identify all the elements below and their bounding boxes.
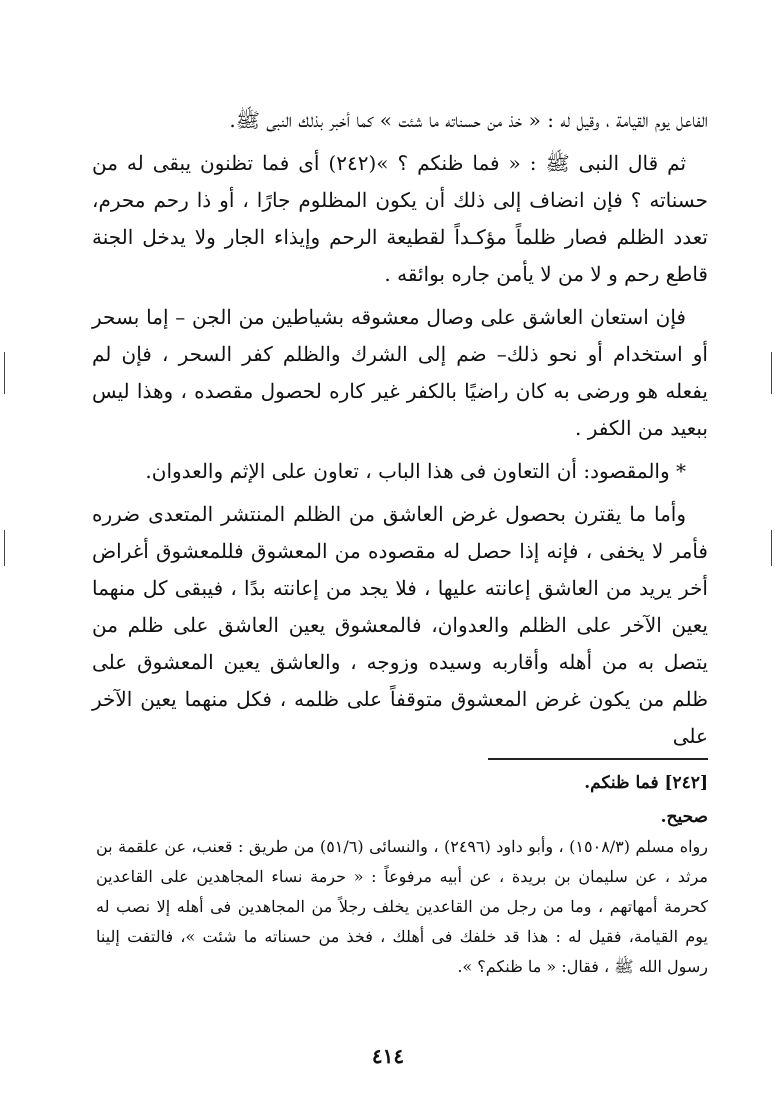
footnote-text: رواه مسلم (١٥٠٨/٣) ، وأبو داود (٢٤٩٦) ، والنسائى (٥١/٦) من طريق : قعنب، عن علقمة بن مرثد ، عن سليمان بن بريدة ، عن أبيه مرفوعاً : « حرمة نساء المجاهدين على القاعدين كحرمة أمهاتهم ، وما من رجل من القاعدين يخلف رجلاً من المجاهدين فى أهله إلا نصب له يوم القيامة، فقيل له : هذا قد خلفك فى أهلك ، فخذ من حسناته ما شئت »، فالتفت إلينا رسول الله ﷺ ، فقال: « ما ظنكم؟ ».	[96, 837, 709, 976]
paragraph-text: الفاعل يوم القيامة ، وقيل له : « خذ من حسناته ما شئت » كما أخبر بذلك النبى ﷺ.	[229, 108, 708, 132]
margin-line	[771, 530, 772, 566]
paragraph-5	[92, 496, 708, 755]
paragraph-2	[92, 145, 708, 293]
main-text-block	[92, 102, 708, 761]
footnote-separator	[488, 758, 708, 760]
paragraph-text: فإن استعان العاشق على وصال معشوقه بشياطين من الجن – إما بسحر أو استخدام أو نحو ذلك– ضم إلى الشرك والظلم كفر السحر ، فإن لم يفعله هو ورضى به كان راضيًا بالكفر غير كاره لحصول مقصده ، وهذا ليس ببعيد من الكفر .	[92, 305, 708, 440]
page-number: ٤١٤	[371, 1044, 405, 1068]
footnotes-section	[96, 768, 708, 982]
margin-line	[771, 352, 772, 394]
paragraph-3	[92, 299, 708, 447]
margin-line	[4, 530, 5, 566]
paragraph-1	[92, 102, 708, 139]
margin-line	[4, 352, 5, 394]
footnote-heading: [٢٤٢] فما ظنكم.	[584, 773, 708, 793]
footnote-grade: صحيح.	[660, 807, 708, 827]
paragraph-text: * والمقصود: أن التعاون فى هذا الباب ، تعاون على الإثم والعدوان.	[145, 459, 686, 483]
paragraph-text: ثم قال النبى ﷺ : « فما ظنكم ؟ »(٢٤٢) أى فما تظنون يبقى له من حسناته ؟ فإن انضاف إلى ذلك أن يكون المظلوم جارًا ، أو ذا رحم محرم، تعدد الظلم فصار ظلماً مؤكـداً لقطيعة الرحم وإيذاء الجار ولا يدخل الجنة قاطع رحم و لا من لا يأمن جاره بوائقه .	[92, 151, 708, 286]
paragraph-4-conclusion	[92, 453, 708, 490]
paragraph-text: وأما ما يقترن بحصول غرض العاشق من الظلم المنتشر المتعدى ضرره فأمر لا يخفى ، فإنه إذا حصل له مقصوده من المعشوق فللمعشوق أغراض أخر يريد من العاشق إعانته عليها ، فلا يجد من إعانته بدًا ، فيبقى كل منهما يعين الآخر على الظلم والعدوان، فالمعشوق يعين العاشق على ظلم من يتصل به من أهله وأقاربه وسيده وزوجه ، والعاشق يعين المعشوق على ظلم من يكون غرض المعشوق متوقفاً على ظلمه ، فكل منهما يعين الآخر على	[92, 502, 708, 748]
